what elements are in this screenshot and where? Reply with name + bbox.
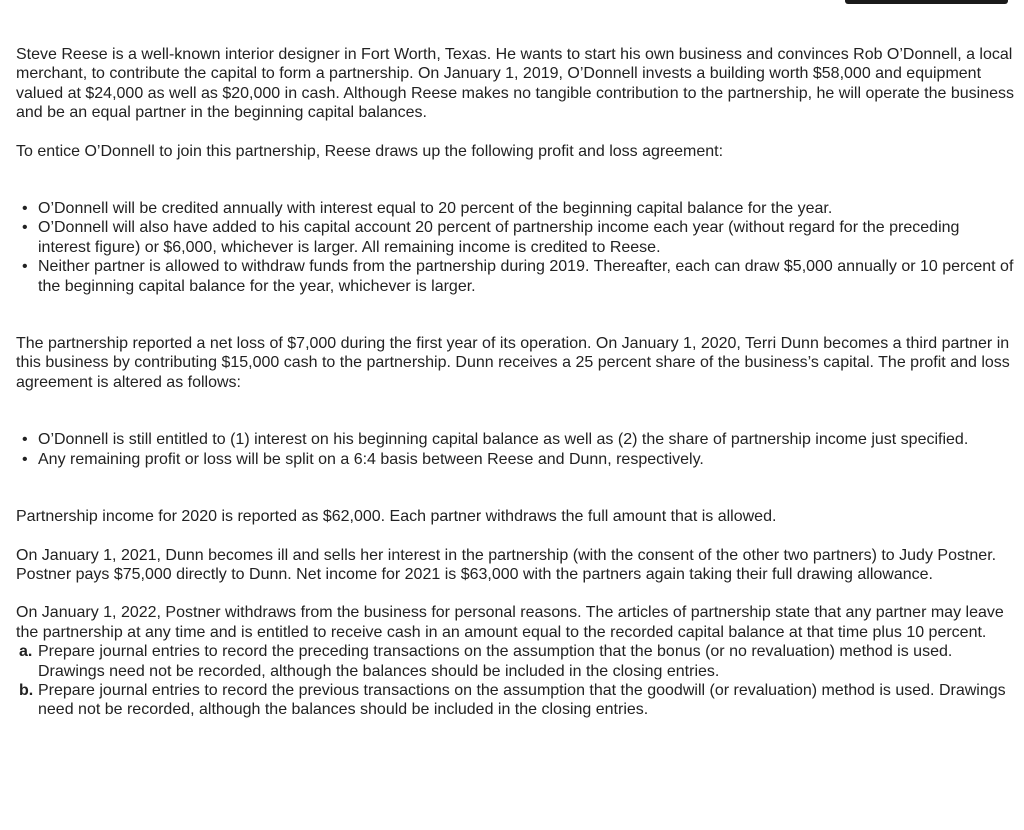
problem-text xyxy=(16,45,1016,720)
top-button-edge[interactable] xyxy=(845,0,1008,4)
agreement-list-1 xyxy=(16,199,1016,296)
task-b xyxy=(16,681,1016,720)
list-item: • O’Donnell is still entitled to (1) interest on his beginning capital balance as well as (2) the share of partnership income just specified. xyxy=(16,430,1016,449)
list-item: • O’Donnell will be credited annually with interest equal to 20 percent of the beginning capital balance for the year. xyxy=(16,199,1016,218)
list-item: • O’Donnell will also have added to his capital account 20 percent of partnership income each year (without regard for the preceding interest figure) or $6,000, whichever is larger. All remaining income is credited to Reese. xyxy=(16,218,1016,257)
task-b-text: Prepare journal entries to record the previous transactions on the assumption that the goodwill (or revaluation) method is used. Drawings need not be recorded, although the balances should be included in the closing entries. xyxy=(38,681,1006,719)
income-2020-paragraph: Partnership income for 2020 is reported as $62,000. Each partner withdraws the full amount that is allowed. xyxy=(16,508,777,526)
task-b-label: b. xyxy=(19,681,34,699)
intro-paragraph: Steve Reese is a well-known interior designer in Fort Worth, Texas. He wants to start his own business and convinces Rob O’Donnell, a local merchant, to contribute the capital to form a partnership. On January 1, 2019, O’Donnell invests a building worth $58,000 and equipment valued at $24,000 as well as $20,000 in cash. Although Reese makes no tangible contribution to the partnership, he will operate the business and be an equal partner in the beginning capital balances. xyxy=(16,46,1014,122)
agreement-list-2 xyxy=(16,430,1016,469)
year-2019-paragraph: The partnership reported a net loss of $7,000 during the first year of its operation. On January 1, 2020, Terri Dunn becomes a third partner in this business by contributing $15,000 cash to the partnership. Dunn receives a 25 percent share of the business’s capital. The profit and loss agreement is altered as follows: xyxy=(16,335,1010,391)
task-a xyxy=(16,642,1016,681)
list-item: • Neither partner is allowed to withdraw funds from the partnership during 2019. Thereafter, each can draw $5,000 annually or 10 percent of the beginning capital balance for the year, whichever is larger. xyxy=(16,257,1016,296)
task-a-label: a. xyxy=(19,643,33,661)
list-item: • Any remaining profit or loss will be split on a 6:4 basis between Reese and Dunn, respectively. xyxy=(16,450,1016,469)
task-a-text: Prepare journal entries to record the preceding transactions on the assumption that the bonus (or no revaluation) method is used. Drawings need not be recorded, although the balances should be included in the closing entries. xyxy=(38,643,953,680)
agreement-intro-paragraph: To entice O’Donnell to join this partnership, Reese draws up the following profit and loss agreement: xyxy=(16,142,724,160)
withdrawal-paragraph: On January 1, 2022, Postner withdraws from the business for personal reasons. The articles of partnership state that any partner may leave the partnership at any time and is entitled to receive cash in an amount equal to the recorded capital balance at that time plus 10 percent. xyxy=(16,604,1004,641)
postner-paragraph: On January 1, 2021, Dunn becomes ill and sells her interest in the partnership (with the consent of the other two partners) to Judy Postner. Postner pays $75,000 directly to Dunn. Net income for 2021 is $63,000 with the partners again taking their full drawing allowance. xyxy=(16,546,997,583)
task-list xyxy=(16,642,1016,720)
